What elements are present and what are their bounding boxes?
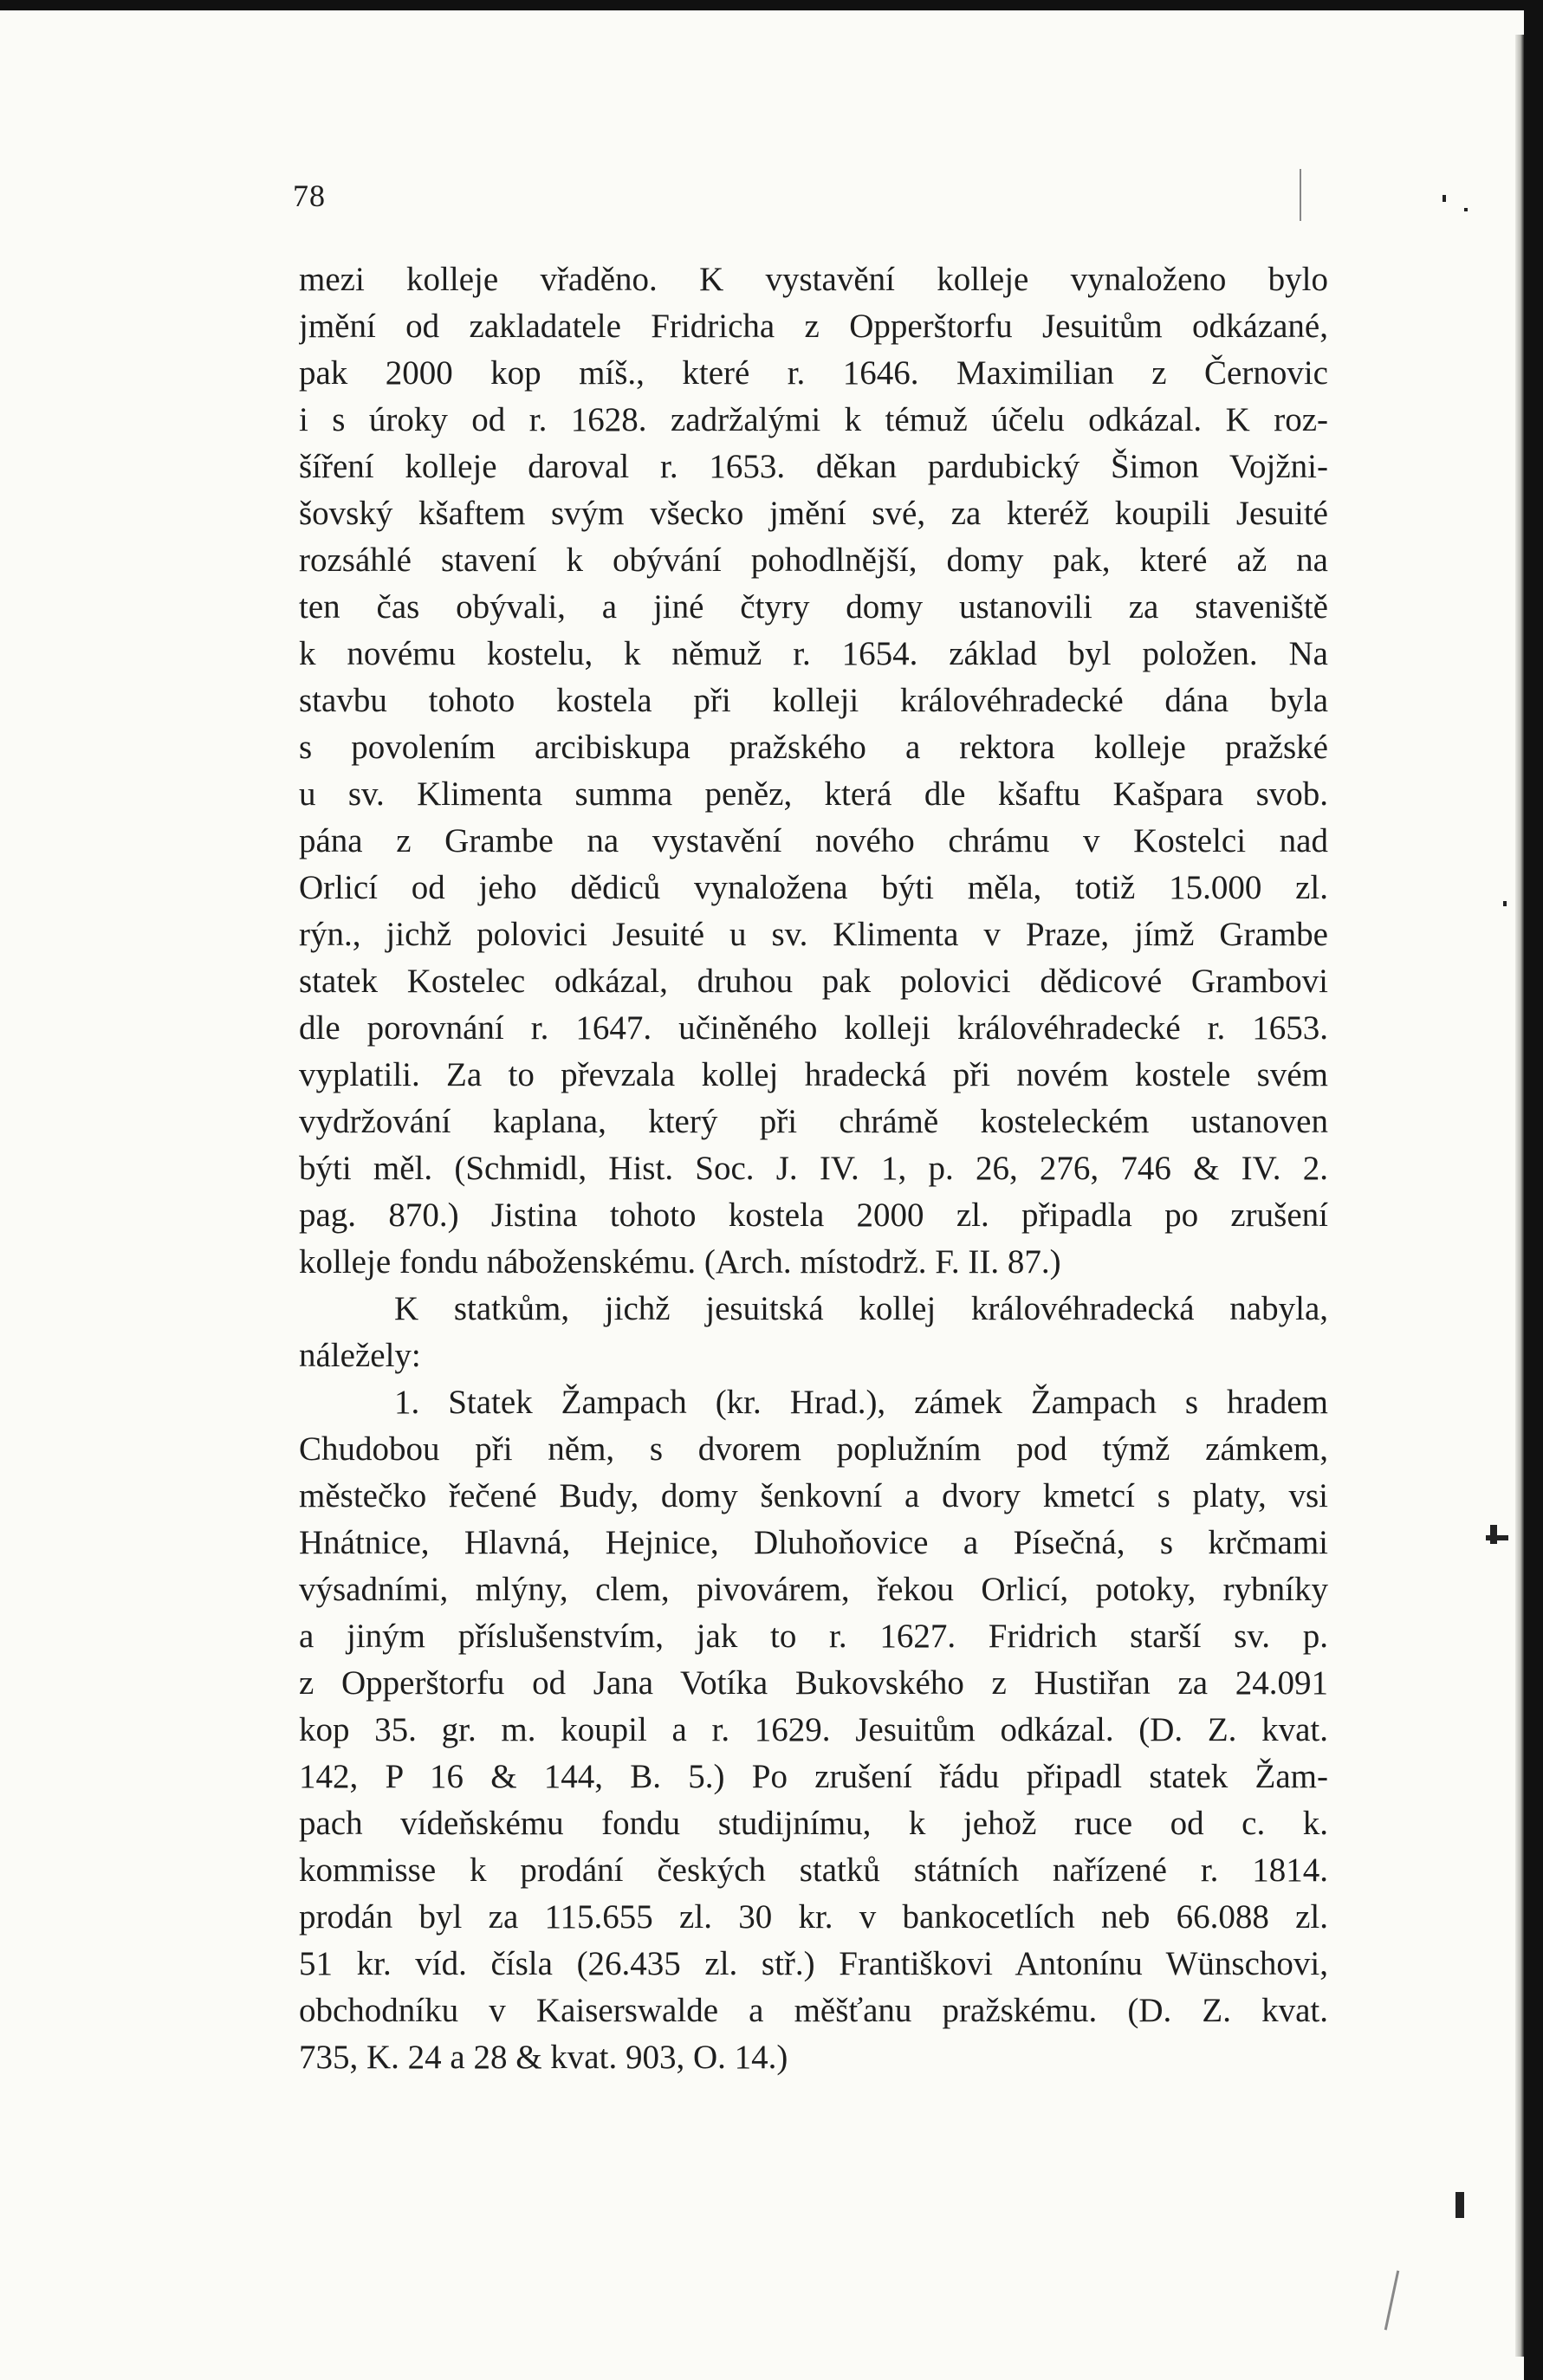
text-line: vyplatili. Za to převzala kollej hradecká při novém kostele svém — [299, 1056, 1328, 1093]
text-line: 51 kr. víd. čísla (26.435 zl. stř.) Františkovi Antonínu Wünschovi, — [299, 1945, 1328, 1982]
text-line: 1. Statek Žampach (kr. Hrad.), zámek Žampach s hradem — [394, 1384, 1328, 1421]
text-line: pag. 870.) Jistina tohoto kostela 2000 zl. připadla po zrušení — [299, 1196, 1328, 1234]
text-line: prodán byl za 115.655 zl. 30 kr. v bankocetlích neb 66.088 zl. — [299, 1898, 1328, 1936]
text-line: kop 35. gr. m. koupil a r. 1629. Jesuitům odkázal. (D. Z. kvat. — [299, 1711, 1328, 1748]
text-line: i s úroky od r. 1628. zadržalými k témuž účelu odkázal. K roz- — [299, 401, 1328, 438]
text-line: pak 2000 kop míš., které r. 1646. Maximilian z Černovic — [299, 354, 1328, 392]
text-line: s povolením arcibiskupa pražského a rektora kolleje pražské — [299, 729, 1328, 766]
text-line: vydržování kaplana, který při chrámě kosteleckém ustanoven — [299, 1103, 1328, 1140]
scan-top-border — [0, 0, 1543, 10]
text-line: pach vídeňskému fondu studijnímu, k jehož ruce od c. k. — [299, 1805, 1328, 1842]
text-line: městečko řečené Budy, domy šenkovní a dvory kmetcí s platy, vsi — [299, 1477, 1328, 1514]
text-line: Chudobou při něm, s dvorem poplužním pod týmž zámkem, — [299, 1430, 1328, 1468]
text-line: dle porovnání r. 1647. učiněného kolleji královéhradecké r. 1653. — [299, 1009, 1328, 1047]
scan-speck — [1490, 1525, 1497, 1544]
text-line: 142, P 16 & 144, B. 5.) Po zrušení řádu připadl statek Žam- — [299, 1758, 1328, 1795]
text-line: náležely: — [299, 1337, 421, 1374]
text-line: Orlicí od jeho dědiců vynaložena býti měla, totiž 15.000 zl. — [299, 869, 1328, 906]
text-line: rozsáhlé stavení k obývání pohodlnější, domy pak, které až na — [299, 541, 1328, 579]
text-line: K statkům, jichž jesuitská kollej královéhradecká nabyla, — [394, 1290, 1328, 1327]
pencil-mark — [1384, 2270, 1399, 2330]
text-line: mezi kolleje vřaděno. K vystavění kolleje vynaloženo bylo — [299, 261, 1328, 298]
text-line: výsadními, mlýny, clem, pivovárem, řekou Orlicí, potoky, rybníky — [299, 1571, 1328, 1608]
pencil-mark — [1300, 169, 1301, 221]
text-line: jmění od zakladatele Fridricha z Opperštorfu Jesuitům odkázané, — [299, 308, 1328, 345]
scan-speck — [1455, 2192, 1464, 2218]
scan-speck — [1464, 208, 1468, 211]
text-line: býti měl. (Schmidl, Hist. Soc. J. IV. 1, p. 26, 276, 746 & IV. 2. — [299, 1150, 1328, 1187]
text-line: a jiným příslušenstvím, jak to r. 1627. Fridrich starší sv. p. — [299, 1618, 1328, 1655]
scan-right-border — [1524, 0, 1543, 2380]
text-line: statek Kostelec odkázal, druhou pak polovici dědicové Grambovi — [299, 963, 1328, 1000]
text-line: kommisse k prodání českých statků státních nařízené r. 1814. — [299, 1851, 1328, 1889]
text-line: obchodníku v Kaiserswalde a měšťanu pražskému. (D. Z. kvat. — [299, 1992, 1328, 2029]
text-line: stavbu tohoto kostela při kolleji královéhradecké dána byla — [299, 682, 1328, 719]
text-line: pána z Grambe na vystavění nového chrámu v Kostelci nad — [299, 822, 1328, 859]
scan-speck — [1503, 901, 1507, 906]
text-line: u sv. Klimenta summa peněz, která dle kšaftu Kašpara svob. — [299, 775, 1328, 813]
page-edge-shadow — [1515, 35, 1524, 2357]
text-line: šovský kšaftem svým všecko jmění své, za kteréž koupili Jesuité — [299, 495, 1328, 532]
text-line: k novému kostelu, k němuž r. 1654. základ byl položen. Na — [299, 635, 1328, 672]
text-line: z Opperštorfu od Jana Votíka Bukovského z Hustiřan za 24.091 — [299, 1664, 1328, 1702]
scan-speck — [1443, 195, 1446, 202]
text-line: Hnátnice, Hlavná, Hejnice, Dluhoňovice a Písečná, s krčmami — [299, 1524, 1328, 1561]
body-text — [299, 256, 1328, 2081]
text-line: 735, K. 24 a 28 & kvat. 903, O. 14.) — [299, 2039, 788, 2076]
text-line: šíření kolleje daroval r. 1653. děkan pardubický Šimon Vojžni- — [299, 448, 1328, 485]
text-line: ten čas obývali, a jiné čtyry domy ustanovili za staveniště — [299, 588, 1328, 626]
page-number: 78 — [293, 178, 326, 213]
scan-speck — [1486, 1535, 1508, 1540]
text-line: rýn., jichž polovici Jesuité u sv. Klimenta v Praze, jímž Grambe — [299, 916, 1328, 953]
text-line: kolleje fondu náboženskému. (Arch. místodrž. F. II. 87.) — [299, 1243, 1061, 1281]
